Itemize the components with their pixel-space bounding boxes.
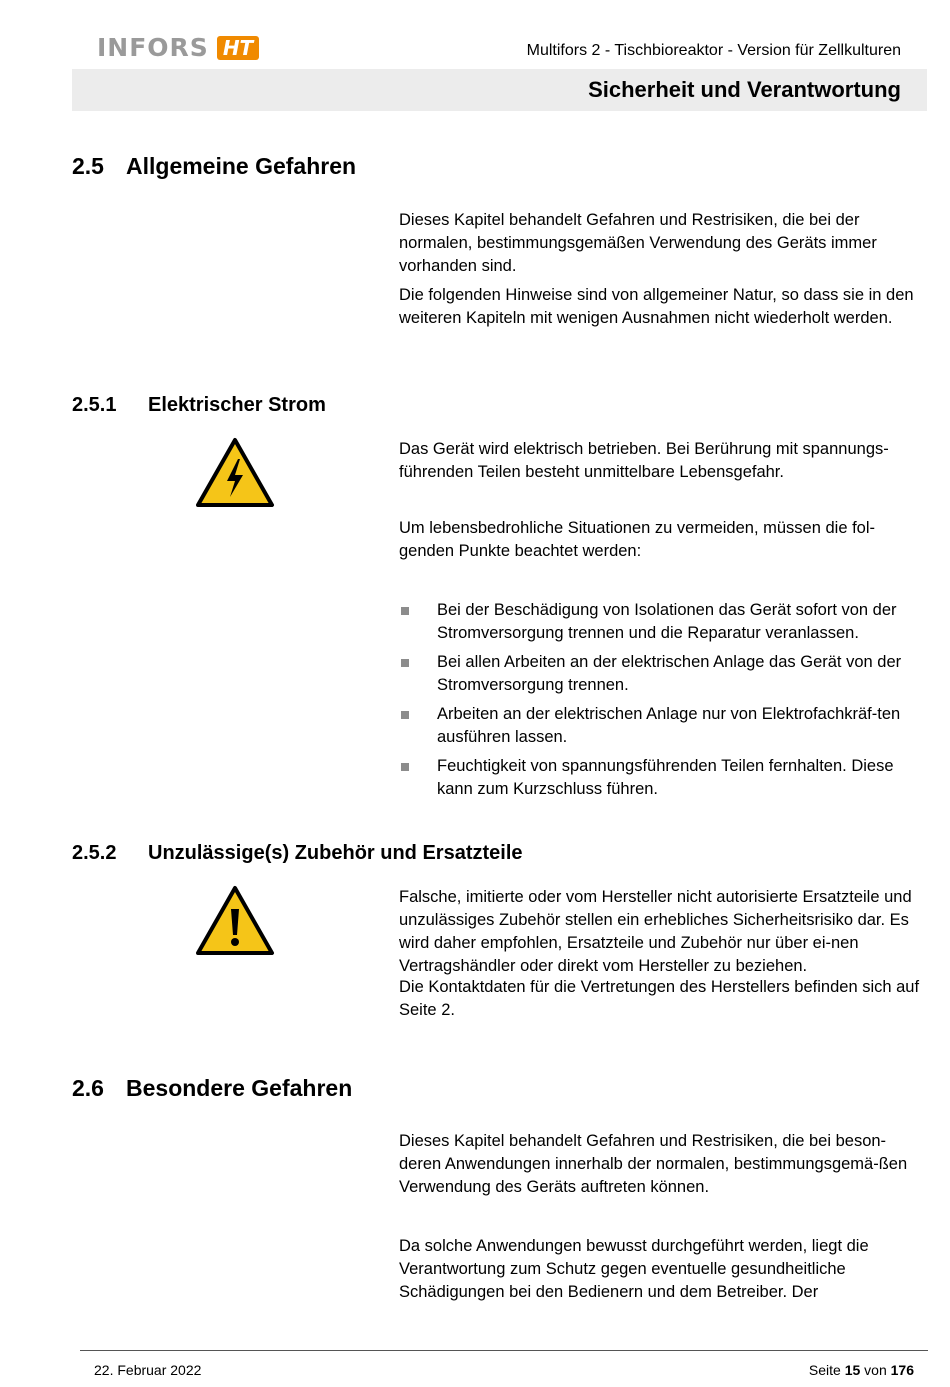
bullet-square [401, 659, 409, 667]
heading-text: Elektrischer Strom [148, 394, 326, 416]
bullet-square [401, 607, 409, 615]
bullet-list [399, 599, 927, 807]
paragraph: Die folgenden Hinweise sind von allgemeiner Natur, so dass sie in den weiteren Kapiteln mit wenigen Ausnahmen nicht wiederholt werden. [399, 286, 914, 327]
heading-text: Besondere Gefahren [126, 1075, 353, 1101]
bullet-square [401, 711, 409, 719]
total-pages: 176 [890, 1362, 914, 1378]
document-title: Multifors 2 - Tischbioreaktor - Version für Zellkulturen [526, 42, 901, 59]
current-page: 15 [844, 1362, 861, 1378]
paragraph: Falsche, imitierte oder vom Hersteller nicht autorisierte Ersatzteile und unzulässiges Zubehör stellen ein erhebliches Sicherheitsrisiko dar. Es wird daher empfohlen, Ersatzteile und Zubehör nur über ei-nen Vertragshändler oder direkt vom Hersteller zu beziehen. [399, 888, 912, 975]
heading-2-5-2 [72, 842, 523, 865]
footer-date: 22. Februar 2022 [94, 1362, 202, 1378]
list-item: Arbeiten an der elektrischen Anlage nur von Elektrofachkräf-ten ausführen lassen. [399, 703, 927, 749]
footer-divider [80, 1350, 928, 1351]
heading-2-5-1 [72, 394, 326, 417]
infors-logo [97, 33, 259, 62]
bullet-square [401, 763, 409, 771]
general-warning-icon [195, 885, 275, 962]
list-item: Bei allen Arbeiten an der elektrischen Anlage das Gerät von der Stromversorgung trennen. [399, 651, 927, 697]
paragraph: Um lebensbedrohliche Situationen zu vermeiden, müssen die fol-genden Punkte beachtet werden: [399, 519, 876, 560]
logo-mark: HT [217, 36, 259, 60]
heading-number: 2.6 [72, 1075, 104, 1101]
paragraph: Da solche Anwendungen bewusst durchgeführt werden, liegt die Verantwortung zum Schutz gegen eventuelle gesundheitliche Schädigungen bei den Bedienern und dem Betreiber. Der [399, 1237, 869, 1301]
heading-2-5 [72, 153, 356, 180]
paragraph: Das Gerät wird elektrisch betrieben. Bei Berührung mit spannungs-führenden Teilen besteht unmittelbare Lebensgefahr. [399, 440, 889, 481]
paragraph: Dieses Kapitel behandelt Gefahren und Restrisiken, die bei der normalen, bestimmungsgemäßen Verwendung des Geräts immer vorhanden sind. [399, 211, 877, 275]
heading-number: 2.5 [72, 153, 104, 179]
heading-number: 2.5.1 [72, 394, 117, 416]
chapter-title: Sicherheit und Verantwortung [588, 77, 901, 102]
paragraph: Dieses Kapitel behandelt Gefahren und Restrisiken, die bei beson-deren Anwendungen innerhalb der normalen, bestimmungsgemä-ßen Verwendung des Geräts auftreten können. [399, 1132, 908, 1196]
paragraph: Die Kontaktdaten für die Vertretungen des Herstellers befinden sich auf Seite 2. [399, 978, 920, 1019]
heading-text: Unzulässige(s) Zubehör und Ersatzteile [148, 842, 523, 864]
logo-text: INFORS [97, 33, 209, 62]
list-item: Feuchtigkeit von spannungsführenden Teilen fernhalten. Diese kann zum Kurzschluss führen. [399, 755, 927, 801]
heading-text: Allgemeine Gefahren [126, 153, 357, 179]
heading-2-6 [72, 1075, 352, 1102]
page-number: Seite 15 von 176 [808, 1362, 914, 1378]
list-item: Bei der Beschädigung von Isolationen das Gerät sofort von der Stromversorgung trennen und die Reparatur veranlassen. [399, 599, 927, 645]
heading-number: 2.5.2 [72, 842, 117, 864]
electrical-hazard-icon [195, 437, 275, 514]
